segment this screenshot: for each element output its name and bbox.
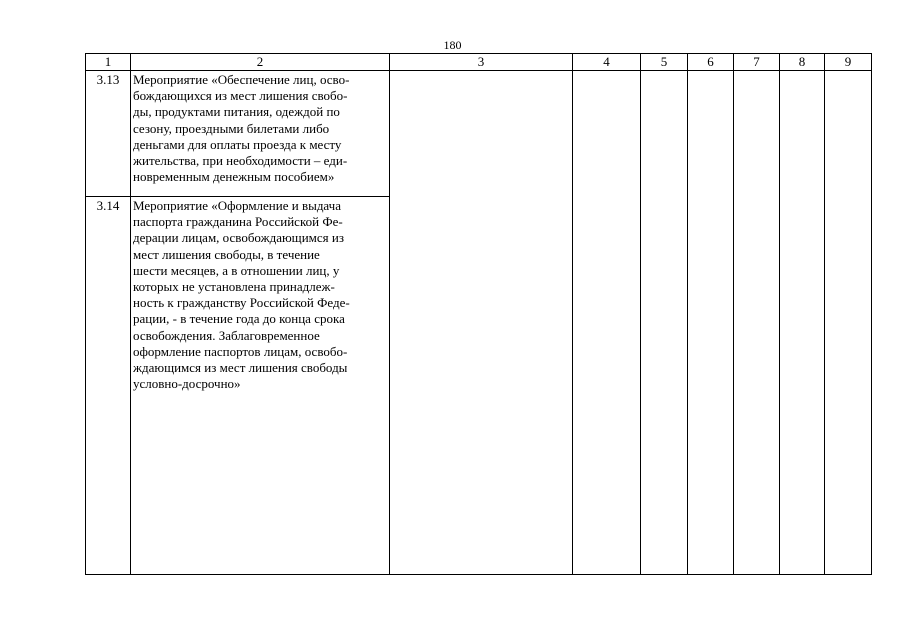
column-header: 9 xyxy=(825,54,872,71)
cell-col5 xyxy=(641,71,688,575)
text-line: сезону, проездными билетами либо xyxy=(133,120,330,136)
column-header: 6 xyxy=(688,54,734,71)
text-line: Мероприятие «Оформление и выдача xyxy=(133,198,341,213)
column-header: 2 xyxy=(131,54,390,71)
column-header: 3 xyxy=(390,54,573,71)
column-header: 7 xyxy=(734,54,780,71)
text-line: деньгами для оплаты проезда к месту xyxy=(133,136,342,152)
description-lines xyxy=(133,72,386,185)
text-line: ность к гражданству Российской Феде- xyxy=(133,295,350,311)
column-header: 5 xyxy=(641,54,688,71)
text-line: Мероприятие «Обеспечение лиц, осво- xyxy=(133,72,350,87)
cell-col4 xyxy=(573,71,641,575)
column-header: 1 xyxy=(86,54,131,71)
text-line: условно-досрочно» xyxy=(133,376,241,392)
cell-col8 xyxy=(780,71,825,575)
measure-description xyxy=(131,71,390,197)
measures-table xyxy=(85,53,872,575)
text-line: дерации лицам, освобождающимся из xyxy=(133,230,344,246)
text-line: оформление паспортов лицам, освобо- xyxy=(133,343,348,359)
text-line: мест лишения свободы, в течение xyxy=(133,246,320,262)
cell-col7 xyxy=(734,71,780,575)
text-line: паспорта гражданина Российской Фе- xyxy=(133,214,343,230)
text-line: рации, - в течение года до конца срока xyxy=(133,311,345,327)
description-lines xyxy=(133,198,386,392)
page-number: 180 xyxy=(443,38,462,52)
table-row xyxy=(86,71,872,197)
cell-col9 xyxy=(825,71,872,575)
text-line: ждающимся из мест лишения свободы xyxy=(133,360,348,376)
text-line: освобождения. Заблаговременное xyxy=(133,327,320,343)
header-row xyxy=(86,54,872,71)
text-line: шести месяцев, а в отношении лиц, у xyxy=(133,262,340,278)
column-header: 8 xyxy=(780,54,825,71)
measure-description xyxy=(131,197,390,575)
column-header: 4 xyxy=(573,54,641,71)
cell-col3 xyxy=(390,71,573,575)
text-line: жительства, при необходимости – еди- xyxy=(133,153,348,169)
text-line: бождающихся из мест лишения свобо- xyxy=(133,88,348,104)
row-number: 3.13 xyxy=(86,71,131,197)
text-line: которых не установлена принадлеж- xyxy=(133,279,335,295)
text-line: новременным денежным пособием» xyxy=(133,169,335,185)
cell-col6 xyxy=(688,71,734,575)
row-number: 3.14 xyxy=(86,197,131,575)
text-line: ды, продуктами питания, одеждой по xyxy=(133,104,340,120)
